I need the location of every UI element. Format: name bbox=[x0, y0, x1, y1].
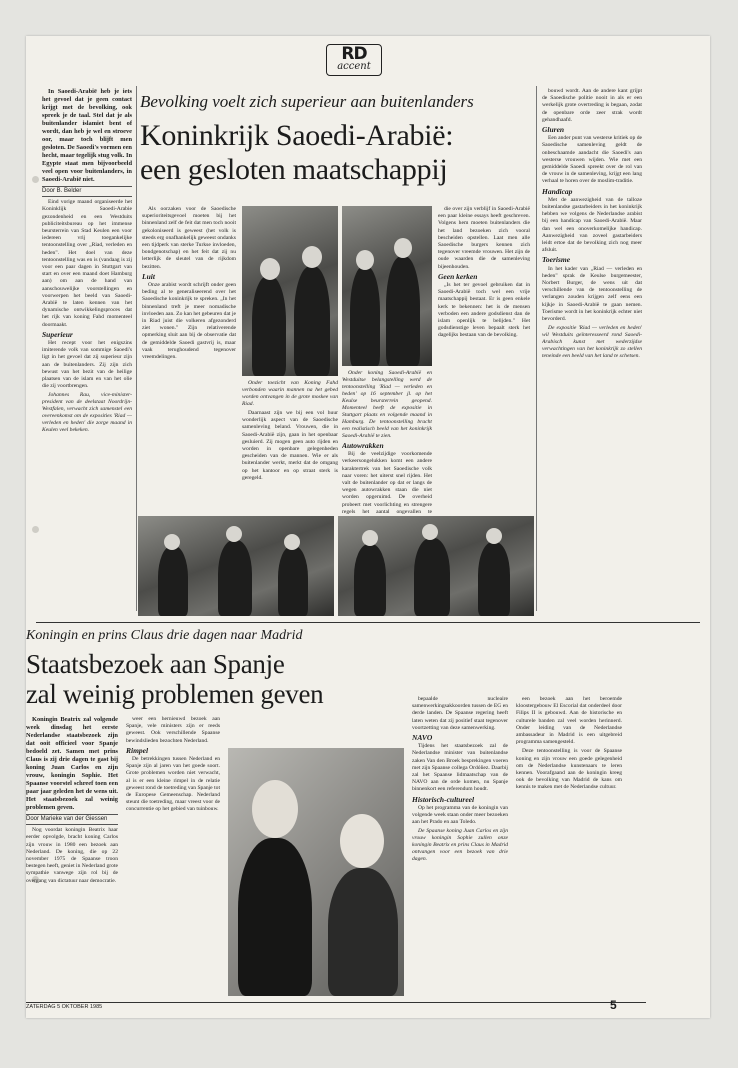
top-col4-text: Bij de veelzijdige voorkomende verkeersongelukken komt een andere karaktertrek van het Saoedische volk naar voren: het uiterst snel rijden. Het valt de buitenlander op dat er langs de wegen autowrakken staan die niet worden opgeruimd. De overheid probeert met voorlichting en strengere regels het aantal ongevallen te bbox=[342, 451, 432, 515]
bottom-col1-text: Nog voordat koningin Beatrix haar eerder opvolgde, bracht koning Carlos zijn vrouw in 1980 een bezoek aan Nederland. De koning, die op 22 november 1975 de Spaanse troon bestegen heeft, geniet in Nederland grote sympathie vanwege zijn rol bij de overgang van dictatuur naar democratie. bbox=[26, 827, 118, 884]
page-number: 5 bbox=[610, 998, 617, 1012]
top-col4-caption: Onder koning Saoedi-Arabië en Westduitse belangstelling werd de tentoonstelling 'Riad — verleden en heden' op 16 september jl. op het Keulse beursterrein geopend. Momenteel heeft de expositie in Stuttgart plaats en volgende maand in Hamburg. De tentoonstelling bracht een realistisch beeld van het koninkrijk Saoedi-Arabië te zien. bbox=[342, 370, 432, 439]
bottom-col4-text: bepaalde nucleaire samenwerkingsakkoorden tussen de EG en derde landen. De Spaanse regering heeft laten weten dat zij positief staat tegenover voortzetting van deze samenwerking. bbox=[412, 696, 508, 731]
bottom-col4-text-3: Op het programma van de koningin van volgende week staan onder meer bezoeken aan het Prado en aan Toledo. bbox=[412, 804, 508, 826]
photo-crowd-left bbox=[138, 516, 334, 616]
bottom-col4-subhead-2: Historisch-cultureel bbox=[412, 794, 475, 804]
bottom-col5-text-2: Deze tentoonstelling is voor de Spaanse koning en zijn vrouw een goede gelegenheid om de Nederlandse kunstenaars te leren kennen. Voorafgaand aan de koningin kreeg ook de bevolking van Madrid de kans om kennis te maken met de Nederlandse cultuur. bbox=[516, 748, 622, 791]
newspaper-page bbox=[26, 36, 710, 1018]
binder-hole bbox=[32, 176, 39, 183]
top-col3-text: Daarnaast zijn we bij een vol huur wonderlijk aspect van de Saoedische samenleving beland. Vrouwen, die in Saoedi-Arabië zijn, gaan in het openbaar gesluierd. Zij mogen geen auto rijden en worden in openbare gelegenheden gescheiden van de mannen. Wie er als buitenlander werkt, merkt dat de omgang op het kantoor en op straat sterk is geregeld. bbox=[242, 410, 338, 481]
top-col6-text: bouwd wordt. Aan de andere kant grijpt de Saoedische politie nooit in als er een werkelijk grote overtreding is begaan, zodat de openbare orde zeer strak wordt gehandhaafd. bbox=[542, 88, 642, 123]
top-col6-text-3: Met de aanwezigheid van de talloze buitenlandse gastarbeiders in het koninkrijk hebben we volgens de Nederlandse arabist bij een handicap van Saoedi-Arabië. Maar dan wel een onoverkomelijke handicap. Aanwezigheid van zoveel gastarbeiders leidt ertoe dat de bevolking zich nog meer afsluit. bbox=[542, 196, 642, 254]
top-col6-subhead-2: Handicap bbox=[542, 186, 573, 196]
article-divider bbox=[36, 622, 700, 623]
top-col5-subhead: Geen kerken bbox=[438, 271, 478, 281]
top-col6-text-4: In het kader van „Riad — verleden en heden" sprak de Keulse burgemeester, Norbert Burger, de wens uit dat verschillende van de tentoonstelling de verlangen zouden krijgen zelf eens een kijkje in Saoedi-Arabië te gaan nemen. Toerisme wordt in het koninkrijk echter niet bevorderd. bbox=[542, 265, 642, 323]
bottom-column-2 bbox=[126, 716, 220, 996]
bottom-col4-text-2: Tijdens het staatsbezoek zal de Nederlandse minister van buitenlandse zaken Van den Broek besprekingen voeren met zijn Spaanse collega Ordóñez. Daarbij zal het Spaanse lidmaatschap van de NAVO aan de orde komen, nu Spanje binnenkort een referendum houdt. bbox=[412, 743, 508, 793]
bottom-col2-subhead: Rimpel bbox=[126, 745, 149, 755]
top-col3-caption: Onder toezicht van Koning Fahd verbonden waarin mannen na het gebed worden ontvangen in de grote moskee van Riad. bbox=[242, 380, 338, 407]
column-rule bbox=[536, 86, 537, 611]
top-kicker: Bevolking voelt zich superieur aan buitenlanders bbox=[140, 92, 474, 111]
top-column-6 bbox=[542, 88, 642, 608]
column-rule bbox=[136, 86, 137, 611]
top-col6-subhead: Gluren bbox=[542, 125, 565, 135]
top-col6-text-2: Een ander punt van westerse kritiek op de Saoedische samenleving geldt de onbeschaamde aandacht die Saoedi's aan westerse vrouwen wijden. Wie met een gemiddelde Saoedi spreekt over de rol van de vrouw in de samenleving, krijgt een lang verhaal te horen over de moslim-traditie. bbox=[542, 135, 642, 185]
photo-spanish-royals bbox=[228, 748, 404, 996]
top-intro: In Saoedi-Arabië heb je iets het gevoel dat je geen contact krijgt met de bevolking, ook spreek je de taal. Stel dat je als buitenlander islamiet bent of wordt, dan heb je wel en stroeve oor, maar toch blijft men gesloten. De Saoedi's vormen een hecht, maar tegelijk stug volk. In Egypte staat men bijvoorbeeld veel open voor buitenlanders, in Saoedi-Arabië niet. bbox=[42, 88, 132, 183]
top-col1-caption: Johannes Rau, vice-minister-president van de deelstaat Noordrijn-Westfalen, verwacht zich samenstel een overeenkomst om de exposities 'Riad — verleden en heden' die zorge maand in Keulen veel bekeken. bbox=[42, 392, 132, 434]
binder-hole bbox=[32, 526, 39, 533]
bottom-byline: Door Marieke van der Giessen bbox=[26, 814, 118, 825]
bottom-intro: Koningin Beatrix zal volgende week dinsdag het eerste Nederlandse staatsbezoek zijn dat ooit officieel voor Spanje bedoeld zet. Samen met prins Claus is zij drie dagen te gast bij koning Juan Carlos en zijn vrouw, koningin Sophie. Het Spaanse voorstel schreef toen een paar jaar geleden het de wens uit. Het staatsbezoek zal weinig problemen geven. bbox=[26, 716, 118, 811]
top-headline-line1: Koninkrijk Saoedi-Arabië: bbox=[140, 119, 454, 152]
top-byline: Door B. Belder bbox=[42, 186, 132, 197]
photo-crowd-right bbox=[338, 516, 534, 616]
top-col4-subhead: Autowrakken bbox=[342, 441, 384, 450]
top-col6-subhead-3: Toerisme bbox=[542, 255, 571, 265]
bottom-column-5 bbox=[516, 696, 622, 996]
bottom-headline-line2: zal weinig problemen geven bbox=[26, 679, 324, 709]
top-column-1 bbox=[42, 88, 132, 600]
bottom-kicker: Koningin en prins Claus drie dagen naar Madrid bbox=[26, 628, 303, 643]
top-col5-text: die over zijn verblijf in Saoedi-Arabië een paar kleine essays heeft geschreven. Volgens hem moeten buitenlanders die het land bezoeken zich vooral bescheiden opstellen. Laat men alle Saoedische burgers kennen zich tegenover vreemde vrouwen. Het zijn de oude waarden die de samenleving bijeenhouden. bbox=[438, 206, 530, 270]
bottom-col2-text: weer een hernieuwd bezoek aan Spanje, vele ministers zijn er reeds geweest. Ook verschillende Spaanse bewindslieden bezochten Nederland. bbox=[126, 716, 220, 744]
bottom-col4-caption: De Spaanse koning Juan Carlos en zijn vrouw koningin Sophie zullen onze koningin Beatrix en prins Claus in Madrid ontvangen voor een bezoek van drie dagen. bbox=[412, 828, 508, 863]
bottom-column-4 bbox=[412, 696, 508, 996]
footer-rule bbox=[26, 1002, 646, 1003]
top-col5-text-2: „Is het ter gevoel gebruiken dat in Saoedi-Arabië toch wel een vrije maatschappij bestaat. Er is geen enkele kerk te bekennen: het is de mensen verboden een andere godsdienst dan de islam openlijk te belijden." Het godsdienstige leven bepaalt sterk het dagelijks bestaan van de bevolking. bbox=[438, 282, 530, 339]
top-col1-text: Eind vorige maand organiseerde het Koninklijk Saoedi-Arabie gezondenheid en een Westduits publiciteitsbureau op het immense beursterrein van Stad Keulen een voor iedereen vrij toegankelijke tentoonstelling over „Riad, verleden en heden". Het doel van deze tentoonstelling was en is (vandaag is zij voor een paar dagen in Stuttgart van start en over een maand doet Hamburg aan) om aan de hand van aanschouwelijke voorstellingen en voorwerpen het beeld van Saoedi-Arabië te laten kennen van het dynamische ontwikkelingsproces dat het rijk van koning Fahd momenteel doormaakt. bbox=[42, 199, 132, 328]
top-col1-text-2: Het recept voor het enigszins imiterende volk van sommige Saoedi's ligt in het gevoel dat zij superieur zijn aan de buitenlanders. Zij zijn zich bewust van het bezit van de heilige plaatsen van de islam en van het olie die zij voortbrengen. bbox=[42, 340, 132, 390]
top-col2-subhead: Luit bbox=[142, 271, 155, 281]
bottom-col4-subhead: NAVO bbox=[412, 733, 433, 743]
top-col1-subhead: Superieur bbox=[42, 329, 73, 339]
bottom-col5-text: een bezoek aan het beroemde kloostergebouw El Escorial dat onderdeel door Filips II is gebouwd. Aan de historische en culturele banden zal veel worden herinnerd. Onder leiding van de Nederlandse ambassadeur in Madrid is een uitgebreid programma samengesteld. bbox=[516, 696, 622, 746]
logo-word: accent bbox=[337, 61, 371, 72]
bottom-headline-line1: Staatsbezoek aan Spanje bbox=[26, 649, 285, 679]
photo-exhibition-visit bbox=[342, 206, 432, 366]
top-col2-text: Als oorzaken voor de Saoedische superioriteitsgevoel moeten bij het binnenland zelf de feit dat men toch nooit gekoloniseerd is geweest (het volk is steeds erg onafhankelijk geweest ondanks een tijdperk van sterke Turkse invloeden, bondgenotschap) en het feit dat zij nu letterlijk de sleutel van de rijkdom bezitten. bbox=[142, 206, 236, 270]
logo-letters: RD bbox=[341, 44, 367, 64]
dateline: ZATERDAG 5 OKTOBER 1985 bbox=[26, 1004, 103, 1010]
top-col6-caption: De expositie 'Riad — verleden en heden' wil Westduits geïnteresseerd rond Saoedi-Arabisch kunst met wederzijdse verwachtingen van het koninkrijk zo stellen teneinde een beeld van het land te schetsen. bbox=[542, 325, 642, 360]
section-logo bbox=[326, 44, 382, 76]
photo-delegation bbox=[242, 206, 338, 376]
top-headline-line2: een gesloten maatschappij bbox=[140, 153, 448, 186]
bottom-col2-text-2: De betrekkingen tussen Nederland en Spanje zijn al jaren van het goede soort. Grote problemen worden niet verwacht, al is er een kleine rimpel in de relatie geweest rond de toetreding van Spanje tot de Europese Gemeenschap. Nederland steunt die toetreding, maar vreest voor de concurrentie op het gebied van tuinbouw. bbox=[126, 756, 220, 813]
top-col2-text-2: Onze arabist wordt schrijft onder geen beding al te generaliseerend over het Saoedische koninkrijk te spreken. „In het binnenland treft je meer nomadische invloeden aan. Zo kan het gebeuren dat je in Riad juist die volkeren afgezonderd ziet wonen." Zijn relativerende opmerking sluit aan bij de observatie dat de gemiddelde Saoedi gastvrij is, maar vaak terughoudend tegenover vreemdelingen. bbox=[142, 282, 236, 361]
bottom-column-1 bbox=[26, 716, 118, 996]
